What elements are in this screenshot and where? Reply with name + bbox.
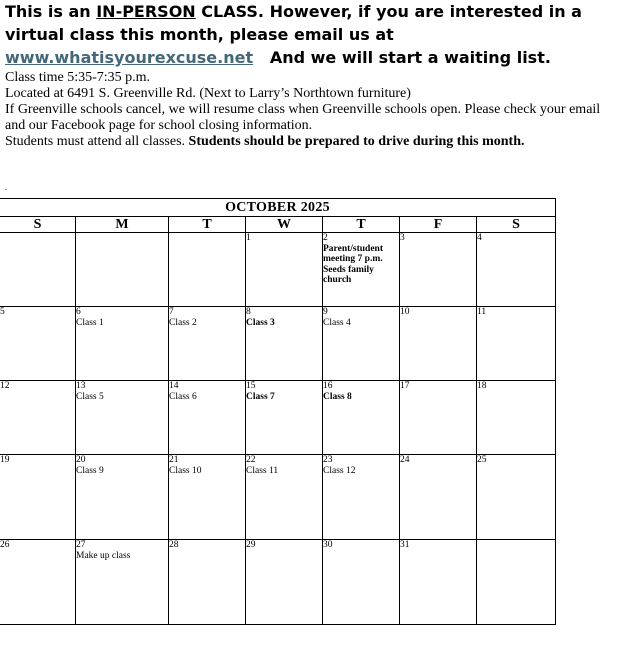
calendar-day-cell [477,307,556,381]
day-number: 4 [477,233,482,243]
day-number: 14 [169,381,179,391]
calendar-day-cell [246,540,323,625]
calendar-week [0,540,556,625]
day-number: 26 [0,540,10,550]
day-event: Class 4 [323,317,351,328]
calendar-title: OCTOBER 2025 [0,199,556,217]
calendar-day-cell [76,233,169,307]
calendar-day-cell [323,307,400,381]
calendar-weeks [0,233,556,625]
day-header-tuesday: T [169,217,246,233]
day-event: Class 10 [169,465,202,476]
calendar-day-cell [0,307,76,381]
calendar-day-cell [323,455,400,540]
day-number: 12 [0,381,10,391]
calendar-day-cell [323,233,400,307]
notice-text-2: CLASS. However, if you are interested in a virtual class this month, please email us at [5,2,582,44]
day-event: Class 7 [246,391,275,402]
class-time: Class time 5:35-7:35 p.m. [5,70,151,85]
day-number: 10 [400,307,410,317]
calendar-week [0,307,556,381]
day-header-thursday: T [323,217,400,233]
day-event: Class 9 [76,465,104,476]
day-number: 6 [76,307,81,317]
calendar-day-cell [169,540,246,625]
calendar-day-cell [169,233,246,307]
calendar-day-cell [0,455,76,540]
calendar-week [0,381,556,455]
day-number: 2 [323,233,328,243]
day-event: Class 6 [169,391,197,402]
day-event: Class 5 [76,391,104,402]
calendar-day-cell [246,381,323,455]
calendar-day-cell [76,381,169,455]
day-number: 30 [323,540,333,550]
day-header-monday: M [76,217,169,233]
day-header-friday: F [400,217,477,233]
calendar-day-cell [246,455,323,540]
calendar-day-cell [400,540,477,625]
day-number: 21 [169,455,179,465]
day-number: 22 [246,455,256,465]
calendar-day-cell [169,307,246,381]
calendar-day-cell [323,381,400,455]
calendar-day-cell [76,307,169,381]
calendar-day-cell [0,233,76,307]
day-event: Class 12 [323,465,356,476]
day-number: 7 [169,307,174,317]
calendar-day-cell [400,307,477,381]
day-header-wednesday: W [246,217,323,233]
day-event: Class 2 [169,317,197,328]
in-person-label: IN-PERSON [96,2,196,21]
notice-text-1: This is an [5,2,97,21]
day-number: 25 [477,455,487,465]
calendar-day-cell [0,381,76,455]
calendar-week [0,233,556,307]
day-number: 24 [400,455,410,465]
calendar-day-cell [400,381,477,455]
day-event: Class 3 [246,317,275,328]
day-number: 1 [246,233,251,243]
calendar-day-cell [477,233,556,307]
attendance-text: Students must attend all classes. [5,134,186,149]
calendar-day-cell [169,381,246,455]
day-event: Class 11 [246,465,279,476]
driving-note: Students should be prepared to drive during this month. [188,134,525,149]
day-number: 17 [400,381,410,391]
stray-dot: . [5,183,7,192]
calendar-day-cell [169,455,246,540]
day-number: 16 [323,381,333,391]
attendance-note [5,134,615,150]
calendar-day-cell [0,540,76,625]
day-number: 28 [169,540,179,550]
closing-policy: If Greenville schools cancel, we will resume class when Greenville schools open. Please check your email and our Facebook page for school closing information. [5,102,601,133]
day-number: 27 [76,540,86,550]
day-number: 18 [477,381,487,391]
day-number: 9 [323,307,328,317]
day-number: 23 [323,455,333,465]
day-number: 19 [0,455,10,465]
calendar-day-cell [477,381,556,455]
day-number: 29 [246,540,256,550]
day-header-saturday: S [477,217,556,233]
calendar-day-cell [400,455,477,540]
day-number: 3 [400,233,405,243]
day-event: Class 8 [323,391,352,402]
class-info [5,70,615,150]
calendar-day-cell [76,540,169,625]
day-event: Parent/student meeting 7 p.m. Seeds family church [323,243,383,285]
calendar-week [0,455,556,540]
notice-text-3: And we will start a waiting list. [269,48,551,67]
day-number: 13 [76,381,86,391]
day-number: 20 [76,455,86,465]
calendar-day-cell [246,233,323,307]
calendar-day-cell [323,540,400,625]
day-event: Class 1 [76,317,104,328]
calendar-day-cell [76,455,169,540]
day-number: 11 [477,307,487,317]
day-event: Make up class [76,550,131,561]
website-link[interactable]: www.whatisyourexcuse.net [5,48,254,67]
day-number: 8 [246,307,251,317]
october-calendar [0,198,556,625]
day-number: 31 [400,540,410,550]
calendar-day-cell [246,307,323,381]
class-notice [5,0,620,69]
calendar-day-cell [477,455,556,540]
calendar-day-cell [400,233,477,307]
calendar-day-cell [477,540,556,625]
day-header-sunday: S [0,217,76,233]
day-number: 5 [0,307,5,317]
day-number: 15 [246,381,256,391]
class-location: Located at 6491 S. Greenville Rd. (Next to Larry’s Northtown furniture) [5,86,411,101]
